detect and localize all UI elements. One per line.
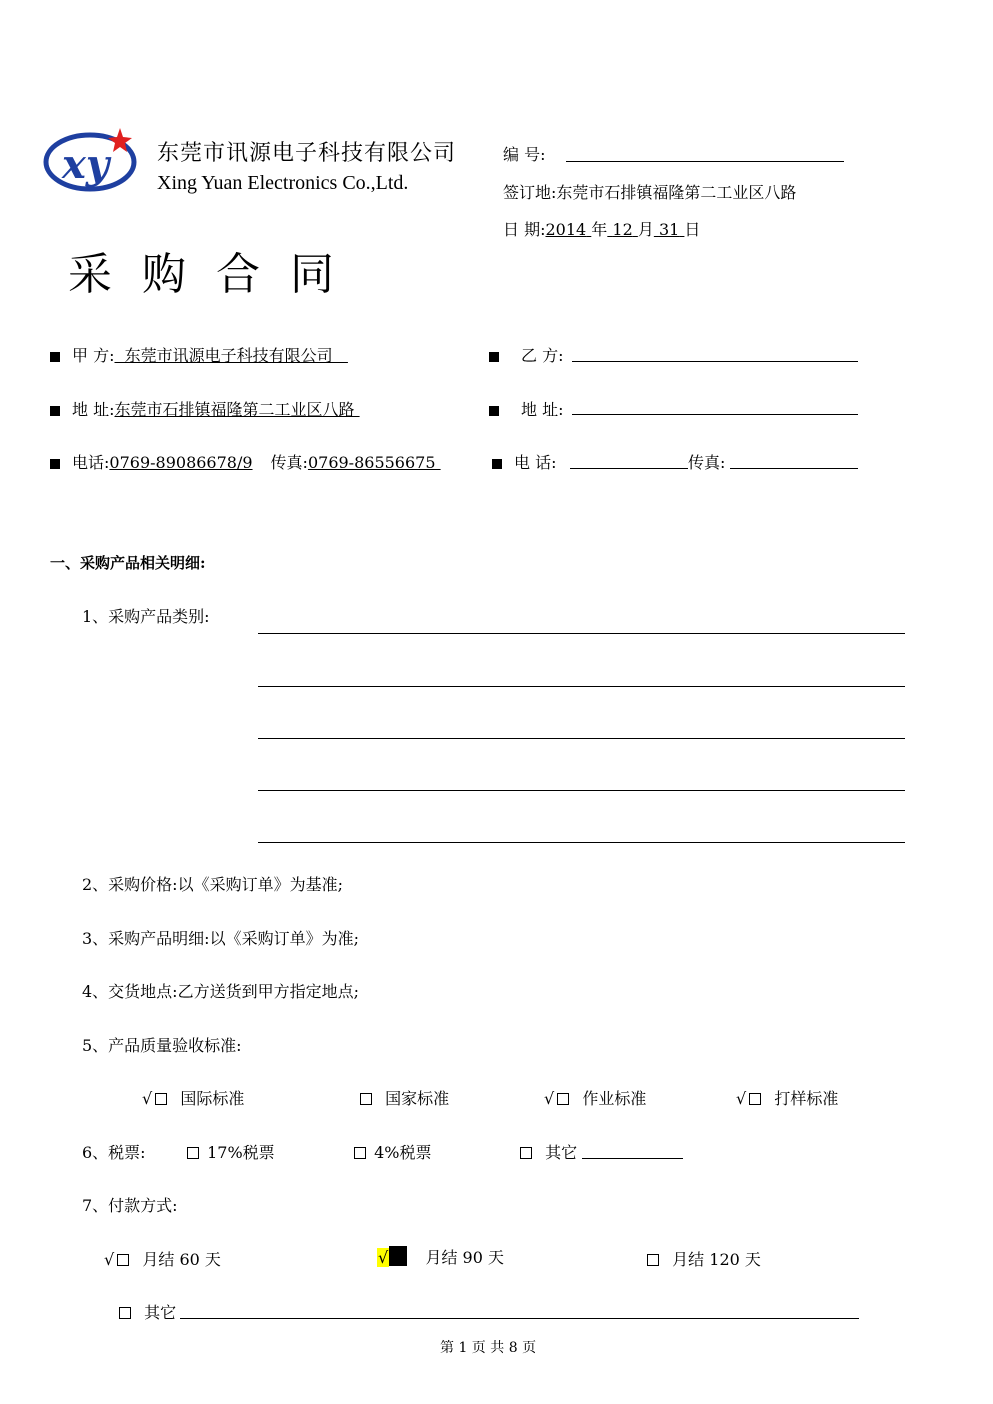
sign-place-label: 签订地: xyxy=(503,183,557,202)
party-b-label: 乙 方: xyxy=(521,346,564,365)
party-a-row xyxy=(50,343,348,366)
product-category-line-5[interactable] xyxy=(258,842,905,843)
date-year: 2014 xyxy=(545,220,587,239)
party-b-name-field[interactable] xyxy=(572,361,858,362)
checkbox-icon[interactable] xyxy=(354,1147,366,1159)
party-b-address-label: 地 址: xyxy=(521,400,564,419)
payment-option-120[interactable] xyxy=(644,1247,761,1270)
party-a-address-label: 地 址: xyxy=(72,400,115,419)
party-a-tel-label: 电话: xyxy=(72,453,110,472)
contract-number-field[interactable] xyxy=(566,161,844,162)
checkbox-icon[interactable] xyxy=(647,1254,659,1266)
payment-other-field[interactable] xyxy=(180,1318,859,1319)
item-4-text: 4、交货地点:乙方送货到甲方指定地点; xyxy=(82,982,359,1001)
standard-option-national[interactable] xyxy=(357,1086,449,1109)
page-number: 第 1 页 共 8 页 xyxy=(440,1340,537,1356)
party-a-fax: 0769-86556675 xyxy=(307,453,441,472)
party-b-tel-field[interactable] xyxy=(570,468,688,469)
bullet-square-icon xyxy=(489,352,499,362)
payment-option-90[interactable] xyxy=(377,1245,504,1268)
payment-option-60[interactable] xyxy=(104,1247,221,1270)
date-year-unit: 年 xyxy=(591,220,608,239)
check-mark-icon: √ xyxy=(736,1089,747,1108)
svg-text:xy: xy xyxy=(62,141,110,188)
party-b-tel-label: 电 话: xyxy=(514,453,557,472)
party-a-contact-row xyxy=(50,450,441,473)
party-b-fax-field[interactable] xyxy=(730,468,858,469)
bullet-square-icon xyxy=(50,459,60,469)
bullet-square-icon xyxy=(50,352,60,362)
date-day-unit: 日 xyxy=(684,220,701,239)
date-row xyxy=(503,217,700,240)
company-cn-name: 东莞市讯源电子科技有限公司 xyxy=(157,141,457,166)
tax-other-field[interactable] xyxy=(582,1158,683,1159)
party-b-address-row xyxy=(489,397,563,420)
tax-label: 其它 xyxy=(545,1143,578,1162)
item-1-label: 1、采购产品类别: xyxy=(82,607,210,626)
company-logo xyxy=(42,124,142,194)
contract-number-label: 编 号: xyxy=(503,145,546,164)
party-b-address-field[interactable] xyxy=(572,414,858,415)
party-a-address-row xyxy=(50,397,360,420)
party-a-tel: 0769-89086678/9 xyxy=(109,453,253,472)
standard-option-operation[interactable] xyxy=(544,1086,646,1109)
standard-label: 国家标准 xyxy=(385,1089,450,1108)
standard-option-international[interactable] xyxy=(142,1086,244,1109)
party-a-label: 甲 方: xyxy=(72,346,115,365)
party-b-row xyxy=(489,343,563,366)
payment-label: 月结 120 天 xyxy=(672,1250,761,1269)
payment-option-other[interactable] xyxy=(116,1300,176,1323)
tax-option-17[interactable] xyxy=(184,1140,275,1163)
item-2-text: 2、采购价格:以《采购订单》为基准; xyxy=(82,875,343,894)
page-title: 采 购 合 同 xyxy=(68,249,342,300)
company-en-name: Xing Yuan Electronics Co.,Ltd. xyxy=(157,172,409,194)
party-b-fax-label: 传真: xyxy=(688,453,726,472)
section-heading: 一、采购产品相关明细: xyxy=(50,554,206,572)
date-label: 日 期: xyxy=(503,220,546,239)
payment-other-label: 其它 xyxy=(144,1303,177,1322)
standard-label: 打样标准 xyxy=(774,1089,839,1108)
checkbox-filled-icon[interactable] xyxy=(389,1246,407,1266)
check-mark-icon: √ xyxy=(142,1089,153,1108)
item-3-text: 3、采购产品明细:以《采购订单》为准; xyxy=(82,929,359,948)
tax-label: 17%税票 xyxy=(207,1143,275,1162)
product-category-line-4[interactable] xyxy=(258,790,905,791)
tax-option-4[interactable] xyxy=(351,1140,431,1163)
date-month-unit: 月 xyxy=(637,220,654,239)
party-a-name: 东莞市讯源电子科技有限公司 xyxy=(114,346,348,365)
item-5-text: 5、产品质量验收标准: xyxy=(82,1036,242,1055)
item-7-label: 7、付款方式: xyxy=(82,1196,178,1215)
date-day: 31 xyxy=(658,220,680,239)
logo-icon xyxy=(42,124,142,194)
checkbox-icon[interactable] xyxy=(187,1147,199,1159)
bullet-square-icon xyxy=(492,459,502,469)
payment-label: 月结 60 天 xyxy=(142,1250,221,1269)
standard-label: 作业标准 xyxy=(582,1089,647,1108)
check-mark-icon: √ xyxy=(104,1250,115,1269)
standard-option-sample[interactable] xyxy=(736,1086,838,1109)
payment-label: 月结 90 天 xyxy=(425,1248,505,1267)
item-6-label: 6、税票: xyxy=(82,1143,146,1162)
tax-option-other[interactable] xyxy=(517,1140,577,1163)
checkbox-icon[interactable] xyxy=(155,1093,167,1105)
product-category-line-1[interactable] xyxy=(258,633,905,634)
tax-label: 4%税票 xyxy=(374,1143,432,1162)
bullet-square-icon xyxy=(50,406,60,416)
product-category-line-3[interactable] xyxy=(258,738,905,739)
checkbox-icon[interactable] xyxy=(749,1093,761,1105)
check-mark-icon: √ xyxy=(544,1089,555,1108)
party-b-contact-row xyxy=(492,450,556,473)
check-mark-icon: √ xyxy=(378,1248,389,1267)
standard-label: 国际标准 xyxy=(180,1089,245,1108)
party-a-fax-label: 传真: xyxy=(270,453,308,472)
checkbox-icon[interactable] xyxy=(520,1147,532,1159)
checkbox-icon[interactable] xyxy=(557,1093,569,1105)
date-month: 12 xyxy=(612,220,633,239)
checkbox-icon[interactable] xyxy=(119,1307,131,1319)
checkbox-icon[interactable] xyxy=(360,1093,372,1105)
sign-place-value: 东莞市石排镇福隆第二工业区八路 xyxy=(556,183,797,202)
sign-place-row xyxy=(503,180,796,203)
bullet-square-icon xyxy=(489,406,499,416)
checkbox-icon[interactable] xyxy=(117,1254,129,1266)
product-category-line-2[interactable] xyxy=(258,686,905,687)
party-a-address: 东莞市石排镇福隆第二工业区八路 xyxy=(114,400,360,419)
